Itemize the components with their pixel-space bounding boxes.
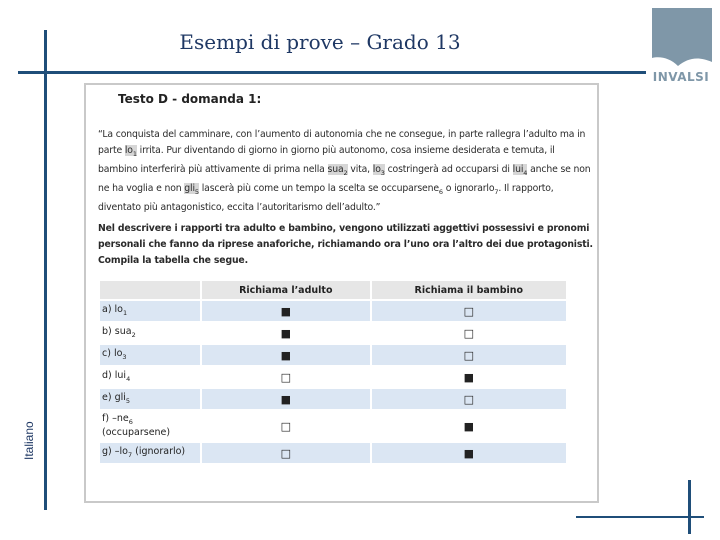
logo-text: INVALSI bbox=[652, 70, 710, 84]
table-row bbox=[99, 410, 567, 442]
table-header-adulto: Richiama l’adulto bbox=[201, 280, 371, 300]
table-row bbox=[99, 442, 567, 464]
checkbox-adulto[interactable]: ■ bbox=[201, 300, 371, 322]
highlight-lui4: lui$_4$ bbox=[512, 163, 528, 177]
question-title: Testo D - domanda 1: bbox=[118, 92, 262, 106]
row-label: d) lui$_4$ bbox=[99, 366, 201, 388]
checkbox-adulto[interactable]: □ bbox=[201, 442, 371, 464]
frame-vertical-line-left bbox=[44, 30, 47, 510]
subject-side-label: Italiano bbox=[22, 421, 36, 460]
checkbox-bambino[interactable]: ■ bbox=[371, 366, 567, 388]
question-instructions: Nel descrivere i rapporti tra adulto e bambino, vengono utilizzati aggettivi possessivi e pronomi personali che fanno da riprese anaforiche, richiamando ora l’uno ora l’altro dei due protagonisti. Compila la tabella che segue. bbox=[98, 223, 593, 266]
table-row bbox=[99, 322, 567, 344]
row-label: c) $lo_3$ bbox=[99, 344, 201, 366]
highlight-gli5: gli$_5$ bbox=[184, 182, 199, 196]
answer-table bbox=[98, 279, 568, 465]
row-label: e) gli$_5$ bbox=[99, 388, 201, 410]
checkbox-adulto[interactable]: □ bbox=[201, 366, 371, 388]
table-header-bambino: Richiama il bambino bbox=[371, 280, 567, 300]
row-label: g) $-lo_7$ (ignorarlo) bbox=[99, 442, 201, 464]
frame-vertical-line-bottom-right bbox=[688, 480, 691, 534]
table-row bbox=[99, 300, 567, 322]
slide-title: Esempi di prove – Grado 13 bbox=[179, 30, 461, 54]
checkbox-bambino[interactable]: ■ bbox=[371, 410, 567, 442]
checkbox-adulto[interactable]: □ bbox=[201, 410, 371, 442]
question-document bbox=[84, 83, 599, 503]
frame-horizontal-line-bottom-right bbox=[576, 516, 704, 518]
table-row bbox=[99, 344, 567, 366]
table-header-row bbox=[99, 280, 567, 300]
checkbox-bambino[interactable]: □ bbox=[371, 300, 567, 322]
checkbox-adulto[interactable]: ■ bbox=[201, 344, 371, 366]
row-label: f) $-ne_6$ (occuparsene) bbox=[99, 410, 201, 442]
row-label: b) sua$_2$ bbox=[99, 322, 201, 344]
highlight-sua2: sua$_2$ bbox=[327, 163, 348, 177]
checkbox-adulto[interactable]: ■ bbox=[201, 388, 371, 410]
row-label: a) $lo_1$ bbox=[99, 300, 201, 322]
checkbox-bambino[interactable]: □ bbox=[371, 388, 567, 410]
checkbox-bambino[interactable]: □ bbox=[371, 344, 567, 366]
quoted-passage: “La conquista del camminare, con l’aumento di autonomia che ne consegue, in parte rallegra l’adulto ma in parte $lo_1$ irrita. Pur diventando di giorno in giorno più autonomo, cosa insieme desiderata e temuta, il bambino interferirà più attivamente di prima nella sua$_2$ vita, $lo_3$ costringerà ad occuparsi di lui$_4$ anche se non ne ha voglia e non gli$_5$ lascerà più come un tempo la scelta se occuparsene$_6$ o ignorarlo$_7$. Il rapporto, diventato più antagonistico, eccita l’autoritarismo dell’adulto.” bbox=[98, 129, 591, 213]
checkbox-bambino[interactable]: □ bbox=[371, 322, 567, 344]
highlight-lo3: $lo_3$ bbox=[372, 163, 385, 177]
table-header-empty bbox=[99, 280, 201, 300]
table-row bbox=[99, 388, 567, 410]
table-row bbox=[99, 366, 567, 388]
checkbox-adulto[interactable]: ■ bbox=[201, 322, 371, 344]
checkbox-bambino[interactable]: ■ bbox=[371, 442, 567, 464]
frame-horizontal-line-top bbox=[18, 71, 646, 74]
highlight-lo1: $lo_1$ bbox=[124, 145, 137, 158]
